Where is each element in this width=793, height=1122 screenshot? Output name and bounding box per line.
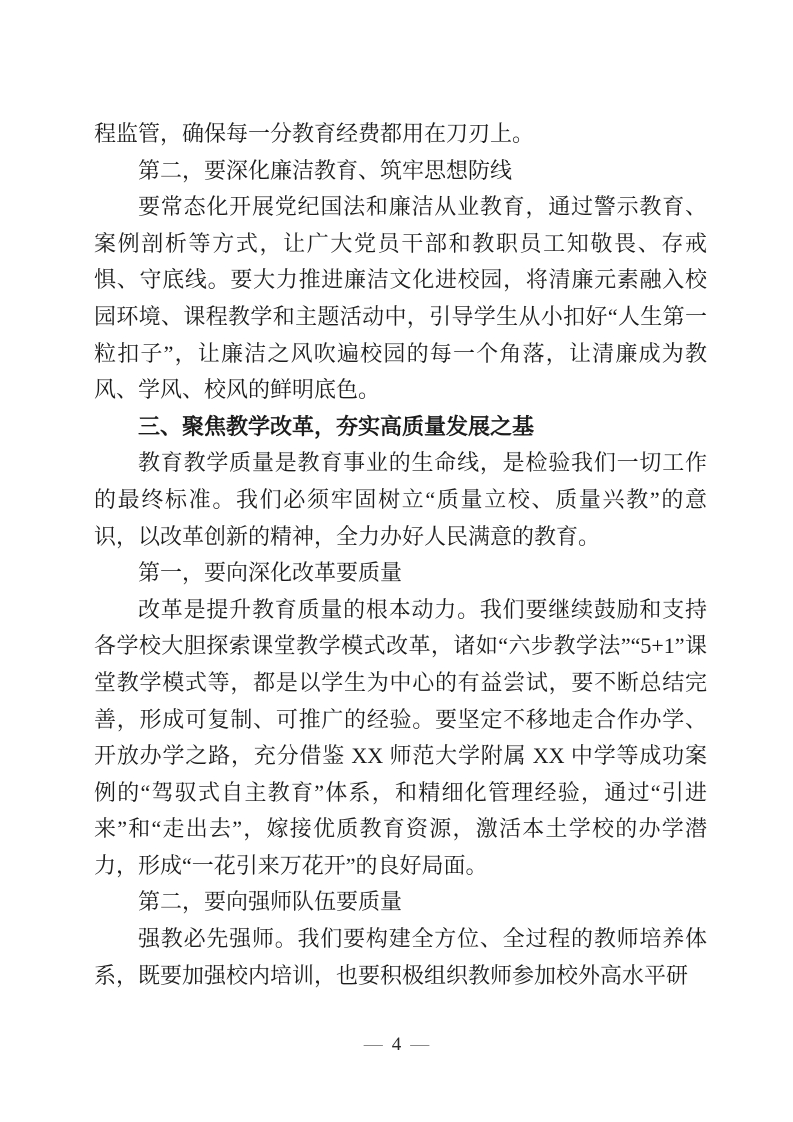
paragraph: 第一，要向深化改革要质量 <box>138 560 403 586</box>
page-number: 4 <box>391 1034 402 1055</box>
footer-dash-left: — <box>363 1034 383 1055</box>
paragraph: 第二，要向强师队伍要质量 <box>138 889 403 915</box>
paragraph: 强教必先强师。我们要构建全方位、全过程的教师培养体系，既要加强校内培训，也要积极组织教师参加校外高水平研 <box>94 926 707 988</box>
paragraph: 改革是提升教育质量的根本动力。我们要继续鼓励和支持各学校大胆探索课堂教学模式改革，诸如“六步教学法”“5+1”课堂教学模式等，都是以学生为中心的有益尝试，要不断总结完善，形成可复制、可推广的经验。要坚定不移地走合作办学、开放办学之路，充分借鉴 XX 师范大学附属 XX 中学等成功案例的“驾驭式自主教育”体系，和精细化管理经验，通过“引进来”和“走出去”，嫁接优质教育资源，激活本土学校的办学潜力，形成“一花引来万花开”的良好局面。 <box>94 596 707 878</box>
page-footer <box>0 1031 793 1059</box>
footer-dash-right: — <box>410 1034 430 1055</box>
paragraph: 程监管，确保每一分教育经费都用在刀刃上。 <box>94 121 535 146</box>
section-heading: 三、聚焦教学改革，夯实高质量发展之基 <box>138 413 535 439</box>
document-body <box>94 116 707 994</box>
paragraph: 教育教学质量是教育事业的生命线，是检验我们一切工作的最终标准。我们必须牢固树立“质量立校、质量兴教”的意识，以改革创新的精神，全力办好人民满意的教育。 <box>94 450 707 549</box>
paragraph: 第二，要深化廉洁教育、筑牢思想防线 <box>138 157 513 183</box>
paragraph: 要常态化开展党纪国法和廉洁从业教育，通过警示教育、案例剖析等方式，让广大党员干部和教职员工知敬畏、存戒惧、守底线。要大力推进廉洁文化进校园，将清廉元素融入校园环境、课程教学和主题活动中，引导学生从小扣好“人生第一粒扣子”，让廉洁之风吹遍校园的每一个角落，让清廉成为教风、学风、校风的鲜明底色。 <box>94 194 707 403</box>
